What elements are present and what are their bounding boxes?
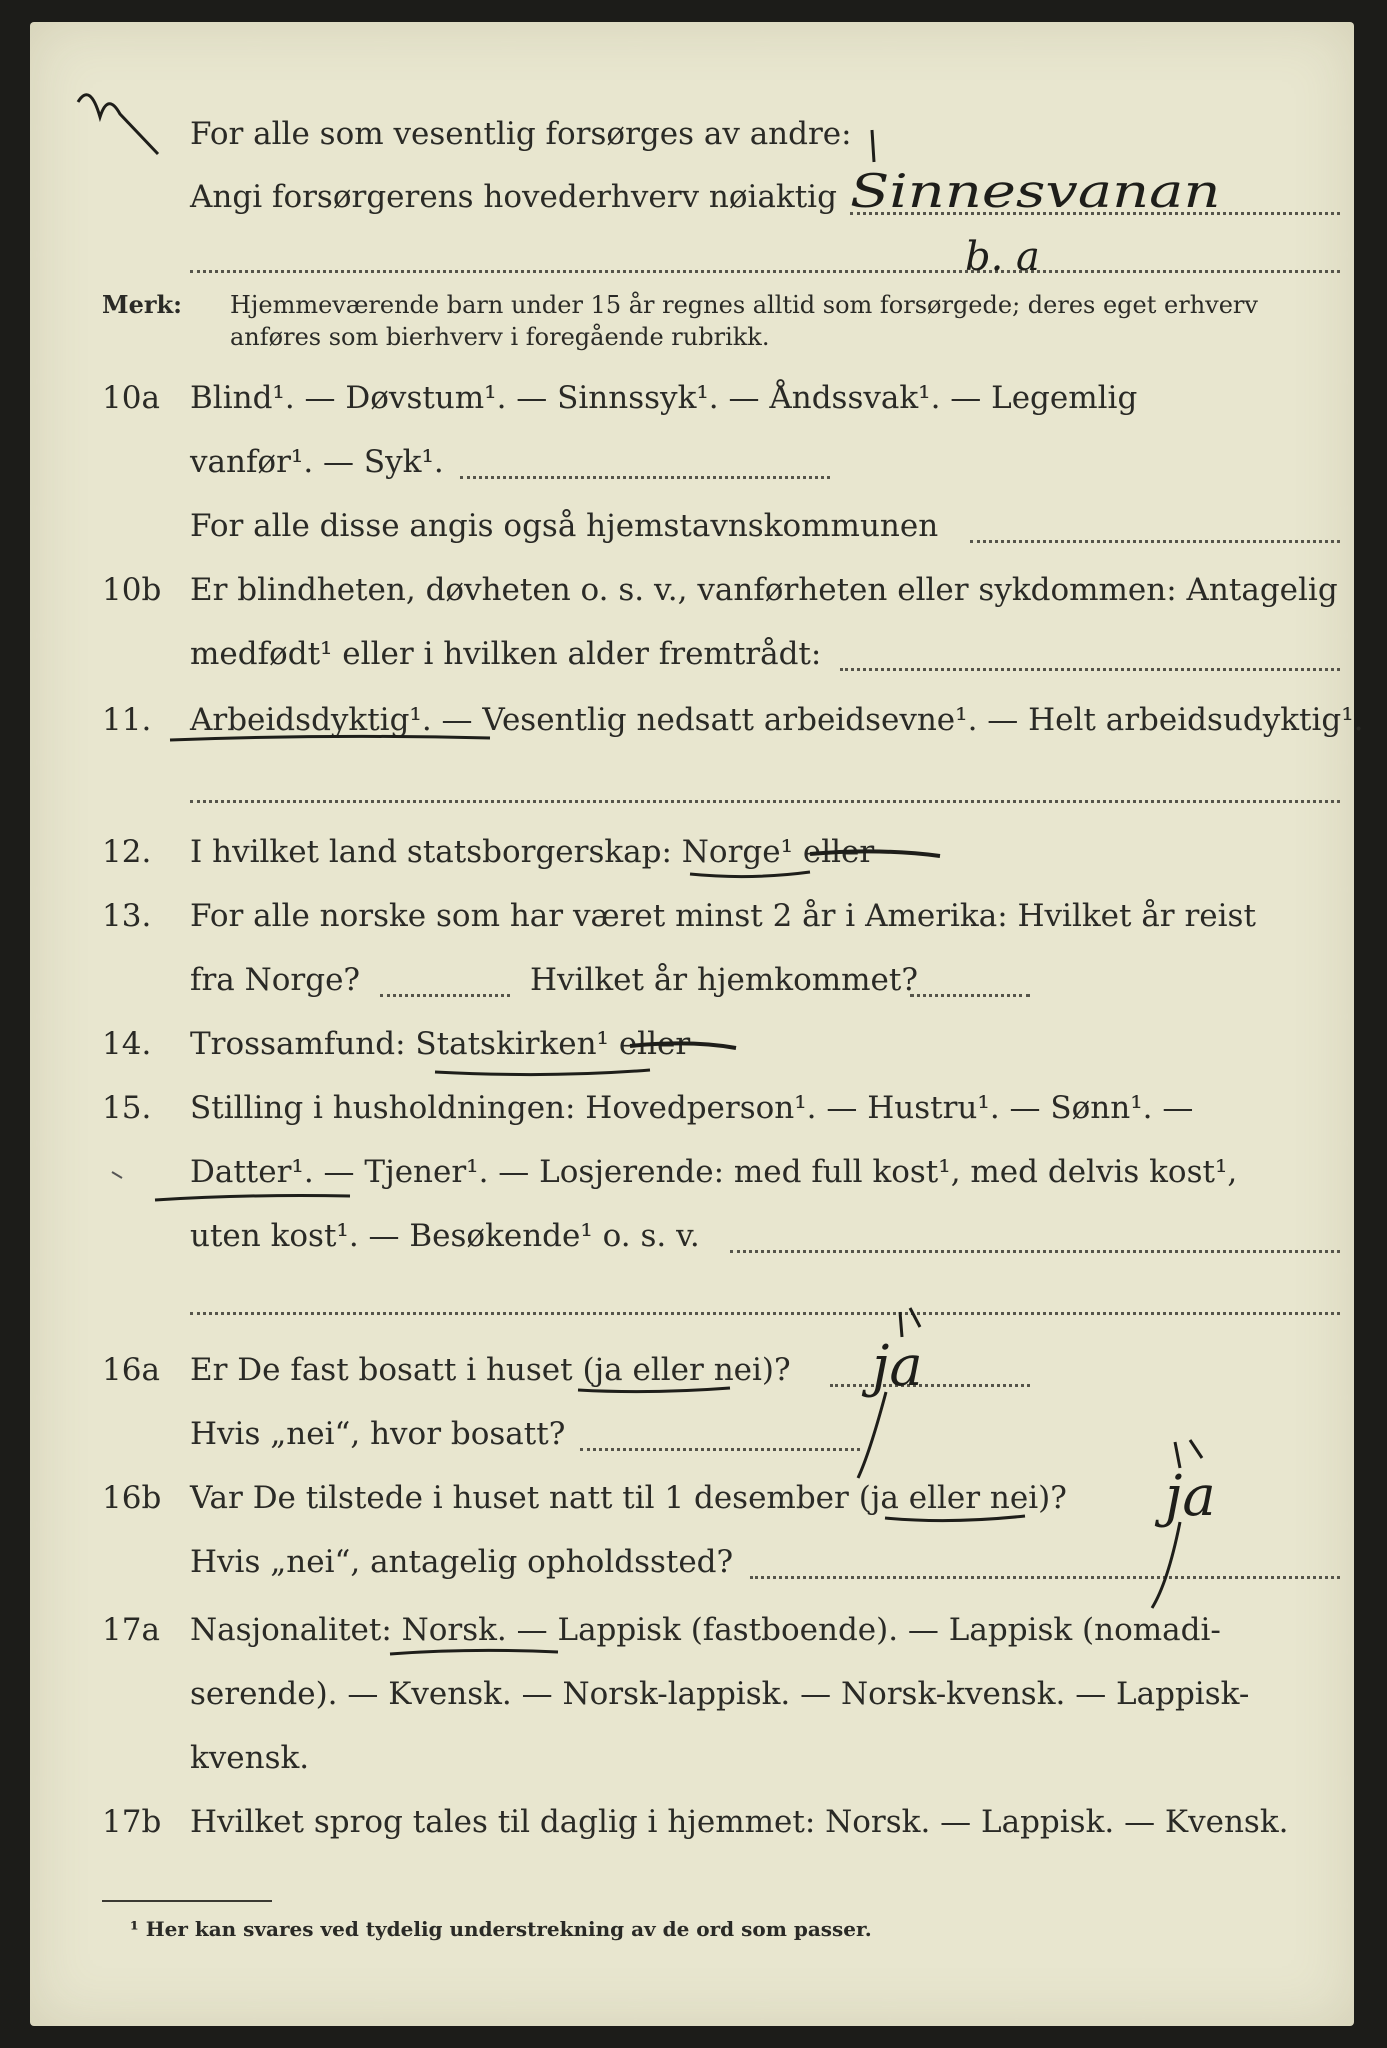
q13-line2b: Hvilket år hjemkommet? <box>530 962 918 998</box>
q17a-line2: serende). — Kvensk. — Norsk-lappisk. — Norsk-kvensk. — Lappisk- <box>190 1676 1250 1712</box>
q10b-line2: medfødt¹ eller i hvilken alder fremtrådt: <box>190 636 822 672</box>
q10a-line2: vanfør¹. — Syk¹. <box>190 444 444 480</box>
merk-line1: Hjemmeværende barn under 15 år regnes alltid som forsørgede; deres eget erhverv <box>230 291 1258 319</box>
q10a-number: 10a <box>102 380 160 416</box>
pen-marks <box>30 22 1354 2026</box>
q11-underline-arbeidsdyktig <box>170 736 490 740</box>
q17a-underline-norsk <box>390 1650 558 1654</box>
q16b-tick <box>1175 1440 1202 1468</box>
q11-line1: Arbeidsdyktig¹. — Vesentlig nedsatt arbeidsevne¹. — Helt arbeidsudyktig¹. <box>190 702 1364 738</box>
q12-number: 12. <box>102 834 152 870</box>
q16b-handwritten-answer: ja <box>1165 1464 1216 1529</box>
q17b-line1: Hvilket sprog tales til daglig i hjemmet: Norsk. — Lappisk. — Kvensk. <box>190 1804 1289 1840</box>
merk-line2: anføres som bierhverv i foregående rubrikk. <box>230 323 770 351</box>
q15-line3: uten kost¹. — Besøkende¹ o. s. v. <box>190 1218 700 1254</box>
q16b-line2: Hvis „nei“, antagelig opholdssted? <box>190 1544 734 1580</box>
q15-line1: Stilling i husholdningen: Hovedperson¹. — Hustru¹. — Sønn¹. — <box>190 1090 1194 1126</box>
q10a-line1: Blind¹. — Døvstum¹. — Sinnssyk¹. — Åndssvak¹. — Legemlig <box>190 380 1138 416</box>
q16a-underline-ja <box>578 1388 730 1392</box>
q14-strike-eller <box>630 1043 736 1048</box>
q17a-line3: kvensk. <box>190 1740 310 1776</box>
q13-number: 13. <box>102 898 152 934</box>
footnote: ¹ Her kan svares ved tydelig understrekning av de ord som passer. <box>130 1917 872 1941</box>
q10a-line3: For alle disse angis også hjemstavnskommunen <box>190 508 939 544</box>
q16b-underline-ja <box>885 1516 1025 1521</box>
q16a-number: 16a <box>102 1352 160 1388</box>
q9-check-mark <box>78 95 158 154</box>
q9-line1: For alle som vesentlig forsørges av andre: <box>190 116 852 152</box>
q14-number: 14. <box>102 1026 152 1062</box>
q16a-handwritten-answer: ja <box>872 1334 923 1399</box>
q15-number: 15. <box>102 1090 152 1126</box>
q16a-line2: Hvis „nei“, hvor bosatt? <box>190 1416 566 1452</box>
q9-line2: Angi forsørgerens hovederhverv nøiaktig <box>190 179 837 215</box>
q10b-number: 10b <box>102 572 162 608</box>
merk-label: Merk: <box>102 290 182 319</box>
q12-line1: I hvilket land statsborgerskap: Norge¹ eller <box>190 834 875 870</box>
q15-underline-datter <box>155 1196 350 1201</box>
q12-strike-eller <box>810 851 940 856</box>
margin-mark <box>112 1172 122 1178</box>
q16b-number: 16b <box>102 1480 162 1516</box>
q13-line2a: fra Norge? <box>190 962 361 998</box>
q9-handwritten-answer: Sinnesvanan <box>850 164 1221 218</box>
q17a-number: 17a <box>102 1612 160 1648</box>
q16a-answer-tail <box>858 1392 886 1478</box>
census-form-page <box>30 22 1364 2026</box>
q9-handwritten-answer-2: b. a <box>965 234 1040 280</box>
q14-line1: Trossamfund: Statskirken¹ eller <box>190 1026 691 1062</box>
q16a-tick <box>900 1308 920 1337</box>
q12-underline-norge <box>690 872 810 877</box>
q11-number: 11. <box>102 702 152 738</box>
q16b-line1: Var De tilstede i huset natt til 1 desember (ja eller nei)? <box>190 1480 1067 1516</box>
q10b-line1: Er blindheten, døvheten o. s. v., vanførheten eller sykdommen: Antagelig <box>190 572 1338 608</box>
q9-tick-mark <box>872 130 874 162</box>
q17b-number: 17b <box>102 1804 162 1840</box>
q15-line2: Datter¹. — Tjener¹. — Losjerende: med full kost¹, med delvis kost¹, <box>190 1154 1238 1190</box>
q17a-line1: Nasjonalitet: Norsk. — Lappisk (fastboende). — Lappisk (nomadi- <box>190 1612 1221 1648</box>
q14-underline-statskirken <box>435 1070 650 1075</box>
q16a-line1: Er De fast bosatt i huset (ja eller nei)? <box>190 1352 791 1388</box>
q13-line1: For alle norske som har været minst 2 år i Amerika: Hvilket år reist <box>190 898 1256 934</box>
q16b-answer-tail <box>1152 1522 1180 1608</box>
